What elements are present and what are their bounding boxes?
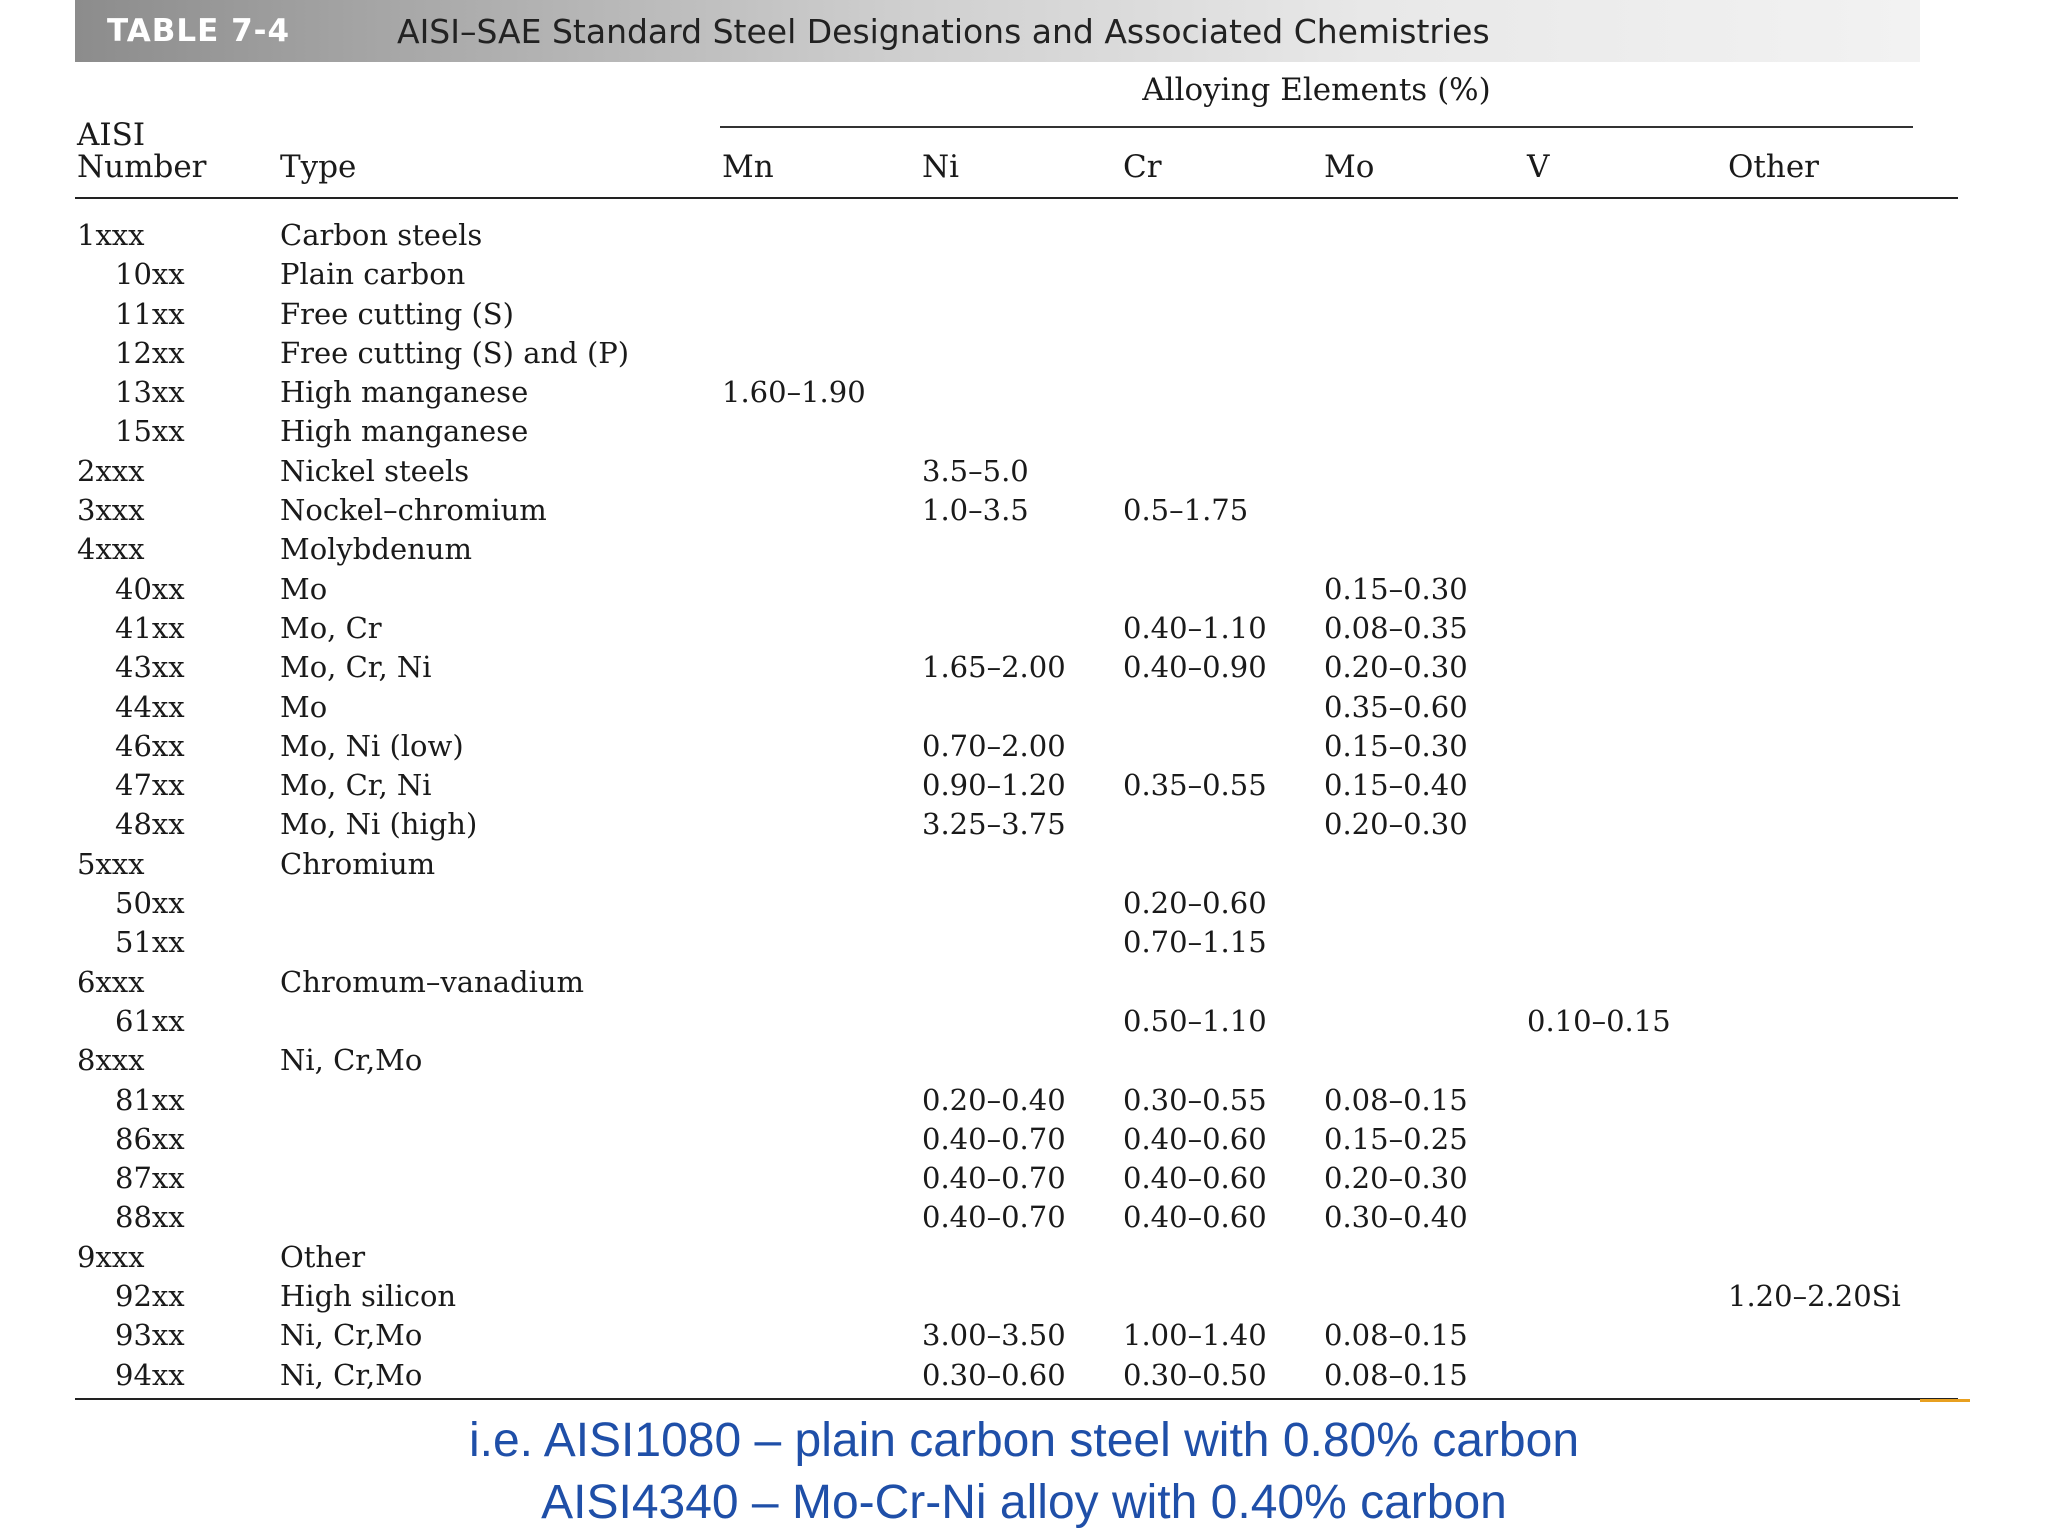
cell-mo: 0.08–0.15 bbox=[1324, 1357, 1468, 1392]
table-row bbox=[0, 609, 2048, 648]
header-mo: Mo bbox=[1324, 149, 1375, 185]
cell-num: 94xx bbox=[115, 1357, 185, 1392]
cell-cr: 0.30–0.55 bbox=[1123, 1082, 1267, 1117]
cell-mo: 0.35–0.60 bbox=[1324, 689, 1468, 724]
table-row bbox=[0, 1316, 2048, 1355]
cell-num: 88xx bbox=[115, 1200, 185, 1235]
table-row bbox=[0, 963, 2048, 1002]
cell-num: 4xxx bbox=[77, 532, 145, 567]
table-row bbox=[0, 923, 2048, 962]
table-row bbox=[0, 805, 2048, 844]
table-row bbox=[0, 1041, 2048, 1080]
table-row bbox=[0, 452, 2048, 491]
cell-type: Nockel–chromium bbox=[280, 493, 547, 528]
cell-ni: 0.20–0.40 bbox=[922, 1082, 1066, 1117]
table-body bbox=[0, 216, 2048, 1395]
cell-v: 0.10–0.15 bbox=[1527, 1003, 1671, 1038]
cell-cr: 0.35–0.55 bbox=[1123, 768, 1267, 803]
cell-num: 86xx bbox=[115, 1121, 185, 1156]
cell-ni: 0.40–0.70 bbox=[922, 1200, 1066, 1235]
cell-mo: 0.08–0.15 bbox=[1324, 1082, 1468, 1117]
cell-ni: 3.5–5.0 bbox=[922, 453, 1029, 488]
cell-cr: 0.30–0.50 bbox=[1123, 1357, 1267, 1392]
cell-type: Free cutting (S) and (P) bbox=[280, 335, 630, 370]
cell-mo: 0.30–0.40 bbox=[1324, 1200, 1468, 1235]
cell-num: 41xx bbox=[115, 610, 185, 645]
table-row bbox=[0, 1277, 2048, 1316]
cell-ni: 1.0–3.5 bbox=[922, 493, 1029, 528]
cell-num: 11xx bbox=[115, 296, 185, 331]
cell-mo: 0.08–0.35 bbox=[1324, 610, 1468, 645]
table-row bbox=[0, 491, 2048, 530]
cell-num: 61xx bbox=[115, 1003, 185, 1038]
cell-num: 47xx bbox=[115, 768, 185, 803]
table-row bbox=[0, 412, 2048, 451]
cell-type: High manganese bbox=[280, 414, 529, 449]
cell-mo: 0.15–0.25 bbox=[1324, 1121, 1468, 1156]
cell-type: Nickel steels bbox=[280, 453, 470, 488]
cell-mn: 1.60–1.90 bbox=[722, 375, 866, 410]
cell-cr: 0.40–0.60 bbox=[1123, 1121, 1267, 1156]
table-row bbox=[0, 1120, 2048, 1159]
table-row bbox=[0, 688, 2048, 727]
cell-type: Mo, Cr, Ni bbox=[280, 768, 432, 803]
caption-line-2: AISI4340 – Mo-Cr-Ni alloy with 0.40% carbon bbox=[541, 1476, 1507, 1529]
cell-num: 93xx bbox=[115, 1318, 185, 1353]
cell-type: Mo bbox=[280, 689, 328, 724]
cell-type: Ni, Cr,Mo bbox=[280, 1357, 423, 1392]
table-row bbox=[0, 1081, 2048, 1120]
cell-type: Other bbox=[280, 1239, 366, 1274]
cell-num: 9xxx bbox=[77, 1239, 145, 1274]
caption-line-1: i.e. AISI1080 – plain carbon steel with 0.80% carbon bbox=[468, 1414, 1580, 1467]
cell-num: 46xx bbox=[115, 728, 185, 763]
cell-num: 12xx bbox=[115, 335, 185, 370]
cell-num: 13xx bbox=[115, 375, 185, 410]
cell-num: 15xx bbox=[115, 414, 185, 449]
cell-mo: 0.20–0.30 bbox=[1324, 807, 1468, 842]
cell-cr: 0.40–0.60 bbox=[1123, 1161, 1267, 1196]
alloying-elements-rule bbox=[720, 126, 1913, 128]
cell-num: 92xx bbox=[115, 1279, 185, 1314]
accent-mark bbox=[1920, 1399, 1970, 1402]
table-row bbox=[0, 373, 2048, 412]
cell-type: High manganese bbox=[280, 375, 529, 410]
cell-type: High silicon bbox=[280, 1279, 457, 1314]
cell-num: 5xxx bbox=[77, 846, 145, 881]
table-row bbox=[0, 1238, 2048, 1277]
cell-mo: 0.08–0.15 bbox=[1324, 1318, 1468, 1353]
table-row bbox=[0, 884, 2048, 923]
table-row bbox=[0, 334, 2048, 373]
cell-type: Free cutting (S) bbox=[280, 296, 514, 331]
header-type: Type bbox=[280, 149, 357, 185]
cell-num: 87xx bbox=[115, 1161, 185, 1196]
cell-type: Carbon steels bbox=[280, 218, 483, 252]
header-mn: Mn bbox=[722, 149, 774, 185]
cell-ni: 3.00–3.50 bbox=[922, 1318, 1066, 1353]
cell-num: 8xxx bbox=[77, 1043, 145, 1078]
table-row bbox=[0, 1356, 2048, 1395]
table-title-bar bbox=[75, 0, 1920, 62]
cell-num: 43xx bbox=[115, 650, 185, 685]
table-number: TABLE 7-4 bbox=[107, 13, 291, 49]
cell-num: 81xx bbox=[115, 1082, 185, 1117]
cell-ni: 0.90–1.20 bbox=[922, 768, 1066, 803]
cell-cr: 0.5–1.75 bbox=[1123, 493, 1249, 528]
cell-mo: 0.15–0.30 bbox=[1324, 728, 1468, 763]
cell-cr: 0.40–0.90 bbox=[1123, 650, 1267, 685]
cell-type: Molybdenum bbox=[280, 532, 472, 567]
cell-type: Mo, Ni (low) bbox=[280, 728, 464, 763]
table-row bbox=[0, 1198, 2048, 1237]
cell-type: Mo, Cr, Ni bbox=[280, 650, 432, 685]
cell-ni: 3.25–3.75 bbox=[922, 807, 1066, 842]
cell-cr: 0.40–1.10 bbox=[1123, 610, 1267, 645]
table-top-rule bbox=[75, 197, 1958, 199]
table-row bbox=[0, 295, 2048, 334]
cell-type: Plain carbon bbox=[280, 257, 466, 292]
table-row bbox=[0, 216, 2048, 255]
table-row bbox=[0, 570, 2048, 609]
cell-ni: 0.30–0.60 bbox=[922, 1357, 1066, 1392]
table-bottom-rule bbox=[75, 1398, 1958, 1400]
cell-cr: 0.70–1.15 bbox=[1123, 925, 1267, 960]
cell-type: Mo bbox=[280, 571, 328, 606]
cell-num: 10xx bbox=[115, 257, 185, 292]
cell-type: Ni, Cr,Mo bbox=[280, 1043, 423, 1078]
cell-mo: 0.20–0.30 bbox=[1324, 650, 1468, 685]
header-aisi-line2: Number bbox=[77, 149, 207, 185]
table-row bbox=[0, 766, 2048, 805]
cell-mo: 0.15–0.40 bbox=[1324, 768, 1468, 803]
cell-ni: 0.40–0.70 bbox=[922, 1161, 1066, 1196]
table-row bbox=[0, 1002, 2048, 1041]
cell-cr: 1.00–1.40 bbox=[1123, 1318, 1267, 1353]
table-row bbox=[0, 845, 2048, 884]
cell-ni: 0.40–0.70 bbox=[922, 1121, 1066, 1156]
header-other: Other bbox=[1728, 149, 1820, 185]
cell-other: 1.20–2.20Si bbox=[1728, 1279, 1901, 1314]
table-row bbox=[0, 727, 2048, 766]
cell-cr: 0.20–0.60 bbox=[1123, 886, 1267, 921]
cell-num: 50xx bbox=[115, 886, 185, 921]
cell-num: 40xx bbox=[115, 571, 185, 606]
table-row bbox=[0, 648, 2048, 687]
cell-num: 48xx bbox=[115, 807, 185, 842]
cell-num: 3xxx bbox=[77, 493, 145, 528]
cell-type: Mo, Ni (high) bbox=[280, 807, 478, 842]
cell-num: 6xxx bbox=[77, 964, 145, 999]
header-ni: Ni bbox=[922, 149, 960, 185]
cell-cr: 0.50–1.10 bbox=[1123, 1003, 1267, 1038]
cell-ni: 0.70–2.00 bbox=[922, 728, 1066, 763]
cell-ni: 1.65–2.00 bbox=[922, 650, 1066, 685]
table-title: AISI–SAE Standard Steel Designations and Associated Chemistries bbox=[397, 11, 1490, 51]
cell-num: 44xx bbox=[115, 689, 185, 724]
cell-mo: 0.20–0.30 bbox=[1324, 1161, 1468, 1196]
header-aisi-line1: AISI bbox=[77, 117, 146, 153]
cell-cr: 0.40–0.60 bbox=[1123, 1200, 1267, 1235]
table-row bbox=[0, 530, 2048, 569]
header-v: V bbox=[1527, 149, 1550, 185]
cell-mo: 0.15–0.30 bbox=[1324, 571, 1468, 606]
cell-num: 51xx bbox=[115, 925, 185, 960]
cell-type: Ni, Cr,Mo bbox=[280, 1318, 423, 1353]
header-cr: Cr bbox=[1123, 149, 1162, 185]
alloying-elements-header: Alloying Elements (%) bbox=[1142, 72, 1491, 108]
cell-type: Chromium bbox=[280, 846, 436, 881]
cell-type: Mo, Cr bbox=[280, 610, 382, 645]
table-row bbox=[0, 255, 2048, 294]
cell-num: 2xxx bbox=[77, 453, 145, 488]
table-row bbox=[0, 1159, 2048, 1198]
cell-type: Chromum–vanadium bbox=[280, 964, 585, 999]
cell-num: 1xxx bbox=[77, 218, 145, 252]
